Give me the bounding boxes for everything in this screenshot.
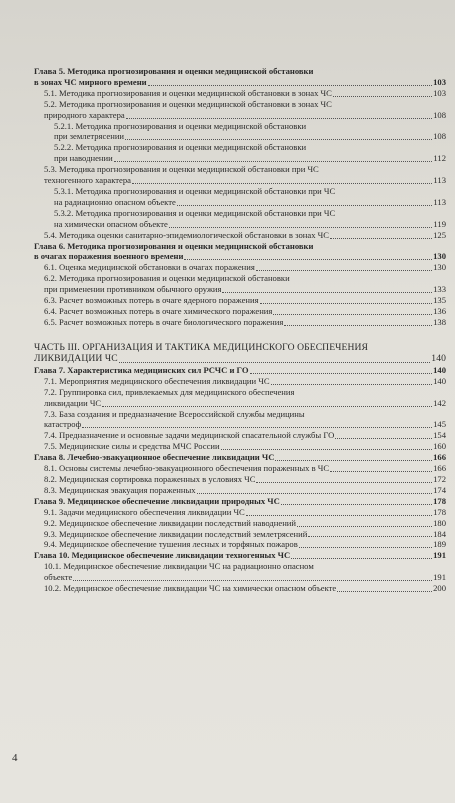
toc-section-entry <box>34 529 446 540</box>
toc-entry-title: 5.3. Методика прогнозирования и оценки медицинской обстановки при ЧС <box>44 164 319 175</box>
toc-chapter-entry <box>34 241 446 263</box>
dot-leader <box>177 204 433 206</box>
toc-page-number: 119 <box>433 218 446 229</box>
toc-entry-title: 8.3. Медицинская эвакуация пораженных <box>44 484 196 495</box>
toc-page-number: 136 <box>433 305 446 316</box>
toc-entry-line <box>44 430 446 441</box>
dot-leader <box>125 138 432 140</box>
toc-entry-title: 7.2. Группировка сил, привлекаемых для медицинского обеспечения <box>44 386 295 397</box>
dot-leader <box>222 291 432 293</box>
toc-entry-line <box>44 583 446 594</box>
toc-part-heading <box>34 342 446 365</box>
dot-leader <box>330 237 432 239</box>
toc-page-number: 140 <box>433 375 446 386</box>
toc-entry-line <box>44 88 446 99</box>
dot-leader <box>73 579 432 581</box>
toc-entry-line <box>34 66 446 77</box>
dot-leader <box>184 258 432 260</box>
toc-entry-line <box>34 353 446 365</box>
toc-entry-line <box>54 131 446 142</box>
toc-section-entry <box>34 230 446 241</box>
toc-entry-line <box>44 230 446 241</box>
toc-entry-line <box>44 539 446 550</box>
toc-entry-title: в зонах ЧС мирного времени <box>34 76 147 87</box>
toc-section-entry <box>34 474 446 485</box>
dot-leader <box>273 313 432 315</box>
toc-entry-line <box>44 419 446 430</box>
toc-page-number: 145 <box>433 419 446 430</box>
toc-entry-title: 7.4. Предназначение и основные задачи медицинской спасательной службы ГО <box>44 430 335 441</box>
toc-entry-line <box>34 251 446 262</box>
toc-page-number: 172 <box>433 474 446 484</box>
toc-entry-line <box>44 295 446 306</box>
toc-entry-title: на химически опасном объекте <box>54 218 168 229</box>
toc-chapter-entry <box>34 365 446 376</box>
toc-entry-title: 7.3. База создания и предназначение Всероссийской службы медицины <box>44 408 305 419</box>
toc-entry-title: 5.2. Методика прогнозирования и оценки медицинской обстановки в зонах ЧС <box>44 98 332 109</box>
dot-leader <box>337 590 432 592</box>
toc-page-number: 133 <box>433 284 446 295</box>
toc-entry-title: ликвидации ЧС <box>44 397 102 408</box>
toc-section-entry <box>34 295 446 306</box>
dot-leader <box>275 459 432 461</box>
dot-leader <box>297 525 432 527</box>
toc-entry-title: 9.1. Задачи медицинского обеспечения ликвидации ЧС <box>44 506 245 517</box>
toc-section-entry <box>34 186 446 208</box>
dot-leader <box>246 514 432 516</box>
toc-entry-title: при землетрясении <box>54 131 125 142</box>
dot-leader <box>114 160 433 162</box>
dot-leader <box>284 324 432 326</box>
toc-page-number: 184 <box>433 528 446 539</box>
toc-entry-title: 5.1. Методика прогнозирования и оценки медицинской обстановки в зонах ЧС <box>44 87 332 98</box>
toc-entry-line <box>34 452 446 463</box>
toc-entry-title: при применении противником обычного оружия <box>44 284 222 295</box>
toc-entry-title: 9.4. Медицинское обеспечение тушения лесных и торфяных пожаров <box>44 539 298 550</box>
toc-entry-line <box>44 507 446 518</box>
toc-page-number: 130 <box>433 251 446 262</box>
toc-entry-title: ЛИКВИДАЦИИ ЧС <box>34 353 118 365</box>
dot-leader <box>291 557 432 559</box>
toc-section-entry <box>34 273 446 295</box>
toc-entry-title: техногенного характера <box>44 175 131 186</box>
toc-entry-title: 9.3. Медицинское обеспечение ликвидации последствий землетрясений <box>44 528 308 539</box>
page-number: 4 <box>12 752 18 764</box>
toc-entry-title: на радиационно опасном объекте <box>54 196 176 207</box>
dot-leader <box>221 448 432 450</box>
toc-section-entry <box>34 409 446 431</box>
toc-entry-line <box>44 387 446 398</box>
toc-page-number: 174 <box>433 484 446 495</box>
toc-entry-title: 6.2. Методика прогнозирования и оценки медицинской обстановки <box>44 273 290 284</box>
dot-leader <box>119 361 431 363</box>
toc-entry-line <box>44 175 446 186</box>
toc-entry-title: природного характера <box>44 109 125 120</box>
toc-section-entry <box>34 306 446 317</box>
toc-section-entry <box>34 208 446 230</box>
toc-entry-title: 8.2. Медицинская сортировка пораженных в условиях ЧС <box>44 474 256 484</box>
toc-entry-title: 6.5. Расчет возможных потерь в очаге биологического поражения <box>44 316 284 327</box>
toc-page-number: 191 <box>433 572 446 583</box>
toc-entry-title: в очагах поражения военного времени <box>34 251 184 262</box>
toc-entry-line <box>44 409 446 420</box>
toc-page-number: 178 <box>433 506 446 517</box>
toc-entry-title: 10.2. Медицинское обеспечение ликвидации ЧС на химически опасном объекте <box>44 583 337 594</box>
dot-leader <box>169 226 433 228</box>
toc-section-entry <box>34 317 446 328</box>
toc-entry-title: 5.3.1. Методика прогнозирования и оценки медицинской обстановки при ЧС <box>54 185 336 196</box>
toc-page-number: 200 <box>433 583 446 594</box>
toc-entry-title: 7.5. Медицинские силы и средства МЧС России <box>44 441 220 452</box>
toc-entry-title: 5.2.1. Методика прогнозирования и оценки медицинской обстановки <box>54 120 307 131</box>
toc-entry-title: при наводнении <box>54 153 113 164</box>
toc-page-number: 113 <box>433 175 446 186</box>
toc-entry-line <box>44 376 446 387</box>
toc-section-entry <box>34 387 446 409</box>
toc-entry-title: 6.1. Оценка медицинской обстановки в очагах поражения <box>44 262 255 273</box>
toc-chapter-entry <box>34 496 446 507</box>
toc-chapter-entry <box>34 452 446 463</box>
toc-section-entry <box>34 88 446 99</box>
dot-leader <box>260 302 433 304</box>
toc-entry-line <box>54 121 446 132</box>
toc-page-number: 191 <box>433 550 446 561</box>
toc-page-number: 166 <box>433 463 446 474</box>
dot-leader <box>256 481 432 483</box>
toc-page-number: 160 <box>433 441 446 452</box>
dot-leader <box>197 492 433 494</box>
toc-entry-title: 6.3. Расчет возможных потерь в очаге ядерного поражения <box>44 295 259 306</box>
toc-entry-line <box>44 306 446 317</box>
toc-section-entry <box>34 463 446 474</box>
toc-page-number: 108 <box>433 131 446 142</box>
toc-entry-title: 7.1. Мероприятия медицинского обеспечения ликвидации ЧС <box>44 375 270 386</box>
toc-page-number: 138 <box>433 316 446 327</box>
toc-entry-title: Глава 6. Методика прогнозирования и оценки медицинской обстановки <box>34 240 314 251</box>
toc-entry-title: 5.2.2. Методика прогнозирования и оценки медицинской обстановки <box>54 142 307 153</box>
toc-page-number: 112 <box>433 153 446 164</box>
toc-entry-line <box>34 496 446 507</box>
toc-entry-line <box>44 572 446 583</box>
dot-leader <box>148 84 432 86</box>
toc-page-number: 130 <box>433 262 446 273</box>
toc-entry-line <box>44 463 446 474</box>
table-of-contents <box>34 66 446 594</box>
toc-entry-line <box>44 273 446 284</box>
toc-page-number: 125 <box>433 229 446 240</box>
dot-leader <box>126 117 432 119</box>
toc-section-entry <box>34 262 446 273</box>
toc-page-number: 103 <box>433 76 446 87</box>
toc-page-number: 140 <box>431 353 446 365</box>
toc-entry-title: 9.2. Медицинское обеспечение ликвидации последствий наводнений <box>44 517 297 528</box>
toc-section-entry <box>34 583 446 594</box>
toc-entry-title: ЧАСТЬ III. ОРГАНИЗАЦИЯ И ТАКТИКА МЕДИЦИНСКОГО ОБЕСПЕЧЕНИЯ <box>34 341 369 353</box>
toc-page-number: 103 <box>433 87 446 98</box>
toc-page-number: 180 <box>433 517 446 528</box>
toc-page-number: 154 <box>433 430 446 441</box>
toc-entry-line <box>44 262 446 273</box>
toc-page-number: 166 <box>433 452 446 463</box>
toc-section-entry <box>34 485 446 496</box>
toc-entry-line <box>44 474 446 485</box>
toc-section-entry <box>34 99 446 121</box>
dot-leader <box>256 269 432 271</box>
toc-section-entry <box>34 164 446 186</box>
toc-entry-line <box>44 317 446 328</box>
toc-entry-title: Глава 9. Медицинское обеспечение ликвидации природных ЧС <box>34 495 280 506</box>
toc-entry-line <box>44 441 446 452</box>
toc-section-entry <box>34 142 446 164</box>
toc-entry-line <box>54 197 446 208</box>
dot-leader <box>335 437 432 439</box>
toc-entry-line <box>44 518 446 529</box>
toc-section-entry <box>34 561 446 583</box>
toc-page-number: 113 <box>433 196 446 207</box>
dot-leader <box>333 95 432 97</box>
toc-entry-line <box>54 186 446 197</box>
dot-leader <box>132 182 432 184</box>
toc-entry-line <box>44 485 446 496</box>
toc-entry-title: Глава 10. Медицинское обеспечение ликвидации техногенных ЧС <box>34 550 291 561</box>
toc-page-number: 140 <box>433 364 446 375</box>
dot-leader <box>330 470 432 472</box>
toc-entry-title: катастроф <box>44 419 82 430</box>
toc-section-entry <box>34 507 446 518</box>
toc-section-entry <box>34 441 446 452</box>
toc-page-number: 178 <box>433 495 446 506</box>
toc-chapter-entry <box>34 66 446 88</box>
toc-chapter-entry <box>34 550 446 561</box>
toc-entry-title: 8.1. Основы системы лечебно-эвакуационного обеспечения пораженных в ЧС <box>44 463 330 474</box>
toc-entry-line <box>34 241 446 252</box>
toc-entry-title: Глава 5. Методика прогнозирования и оценки медицинской обстановки <box>34 66 314 76</box>
toc-entry-line <box>34 342 446 354</box>
toc-page-number: 135 <box>433 295 446 306</box>
toc-entry-title: 10.1. Медицинское обеспечение ликвидации ЧС на радиационно опасном <box>44 561 314 572</box>
toc-entry-line <box>34 77 446 88</box>
toc-section-entry <box>34 518 446 529</box>
toc-section-entry <box>34 376 446 387</box>
dot-leader <box>82 426 432 428</box>
toc-entry-line <box>44 284 446 295</box>
toc-entry-title: Глава 8. Лечебно-эвакуационное обеспечение ликвидации ЧС <box>34 452 275 463</box>
toc-entry-line <box>44 398 446 409</box>
toc-section-entry <box>34 539 446 550</box>
dot-leader <box>299 546 432 548</box>
dot-leader <box>271 383 433 385</box>
toc-entry-line <box>54 153 446 164</box>
toc-entry-title: 5.3.2. Методика прогнозирования и оценки медицинской обстановки при ЧС <box>54 207 336 218</box>
toc-entry-line <box>34 550 446 561</box>
toc-entry-line <box>34 365 446 376</box>
dot-leader <box>308 535 432 537</box>
toc-entry-line <box>44 529 446 540</box>
toc-page-number: 108 <box>433 109 446 120</box>
toc-entry-title: объекте <box>44 572 73 583</box>
dot-leader <box>250 372 433 374</box>
toc-entry-line <box>44 561 446 572</box>
toc-section-entry <box>34 430 446 441</box>
toc-section-entry <box>34 121 446 143</box>
toc-entry-title: 5.4. Методика оценки санитарно-эпидемиологической обстановки в зонах ЧС <box>44 229 329 240</box>
dot-leader <box>102 405 432 407</box>
toc-page-number: 189 <box>433 539 446 550</box>
toc-entry-line <box>54 142 446 153</box>
toc-entry-line <box>54 208 446 219</box>
toc-entry-line <box>44 110 446 121</box>
dot-leader <box>281 503 432 505</box>
toc-entry-line <box>54 219 446 230</box>
toc-entry-line <box>44 99 446 110</box>
toc-entry-title: Глава 7. Характеристика медицинских сил РСЧС и ГО <box>34 364 249 375</box>
toc-entry-line <box>44 164 446 175</box>
toc-entry-title: 6.4. Расчет возможных потерь в очаге химического поражения <box>44 305 273 316</box>
toc-page-number: 142 <box>433 397 446 408</box>
section-gap <box>34 328 446 342</box>
